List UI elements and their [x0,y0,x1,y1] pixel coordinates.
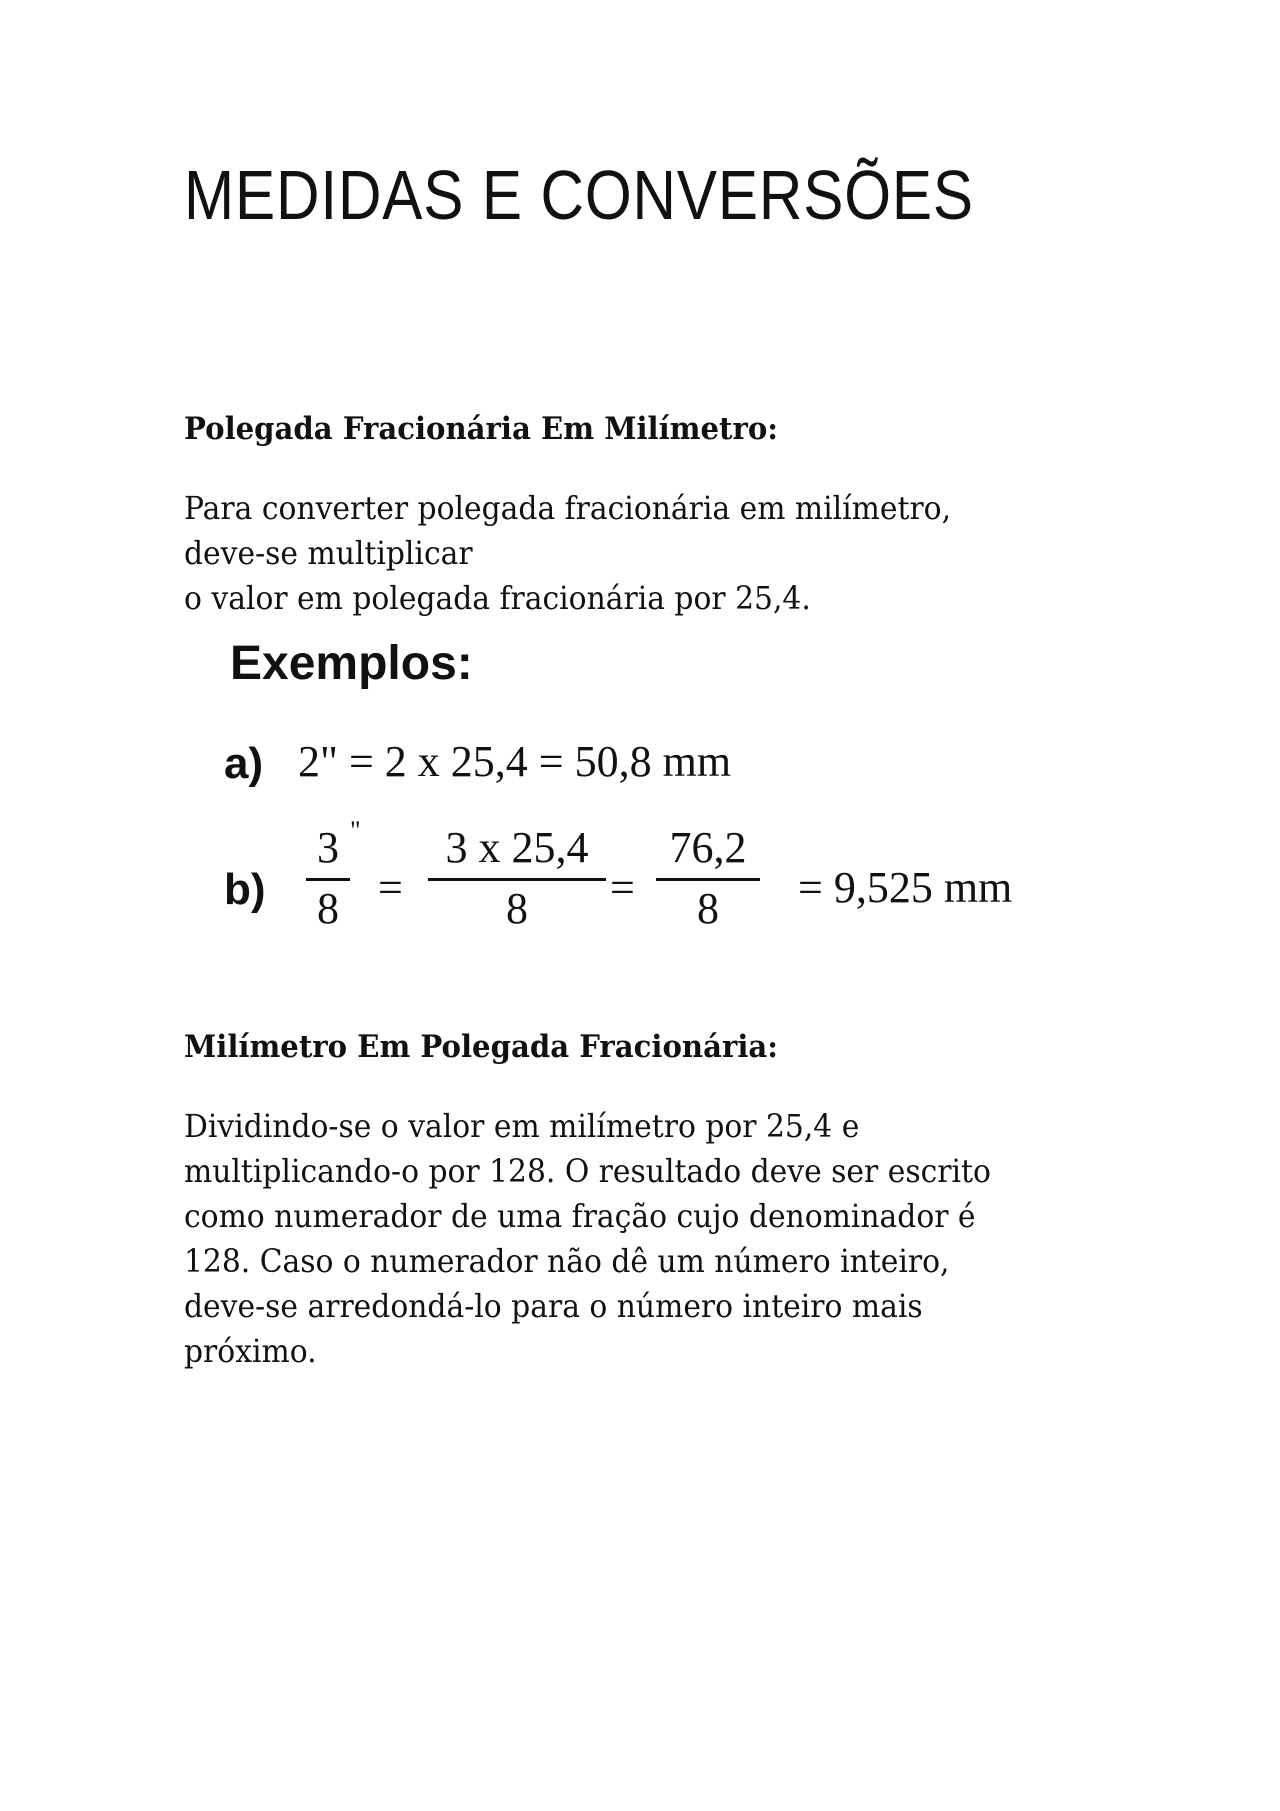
paragraph-line: o valor em polegada fracionária por 25,4. [184,579,811,617]
paragraph-line: Dividindo-se o valor em milímetro por 25,4 e [184,1107,860,1145]
equals-sign: = [610,863,635,912]
section-heading-mm-to-inch: Milímetro Em Polegada Fracionária: [184,1029,779,1065]
fraction-denominator: 8 [506,884,528,933]
fraction-three-times-25-4 [428,823,606,933]
section-paragraph-inch-to-mm [184,486,1124,621]
example-b-result: = 9,525 mm [798,863,1013,912]
examples-figure [220,637,1100,970]
fraction-three-eighths [306,823,350,933]
section-heading-inch-to-mm: Polegada Fracionária Em Milímetro: [184,411,779,447]
fraction-bar [428,878,606,881]
paragraph-line: como numerador de uma fração cujo denominador é [184,1197,976,1235]
section-paragraph-mm-to-inch [184,1104,1124,1374]
fraction-numerator: 3 x 25,4 [445,823,589,872]
examples-heading: Exemplos: [230,637,473,690]
fraction-bar [306,878,350,881]
paragraph-line: deve-se arredondá-lo para o número inteiro mais [184,1287,923,1325]
fraction-bar [656,878,760,881]
fraction-denominator: 8 [697,884,719,933]
example-a-label: a) [224,739,264,788]
example-b-label: b) [224,865,266,914]
paragraph-line: deve-se multiplicar [184,534,473,572]
paragraph-line: próximo. [184,1332,317,1370]
fraction-numerator: 76,2 [669,823,747,872]
equals-sign: = [378,863,403,912]
fraction-denominator: 8 [317,884,339,933]
fraction-numerator: 3 [317,823,339,872]
inch-mark: " [350,816,361,845]
paragraph-line: multiplicando-o por 128. O resultado deve ser escrito [184,1152,991,1190]
paragraph-line: 128. Caso o numerador não dê um número inteiro, [184,1242,950,1280]
page-title: MEDIDAS E CONVERSÕES [184,156,974,234]
fraction-76-2-over-8 [656,823,760,933]
paragraph-line: Para converter polegada fracionária em milímetro, [184,489,952,527]
example-a-expression: 2" = 2 x 25,4 = 50,8 mm [298,737,732,786]
